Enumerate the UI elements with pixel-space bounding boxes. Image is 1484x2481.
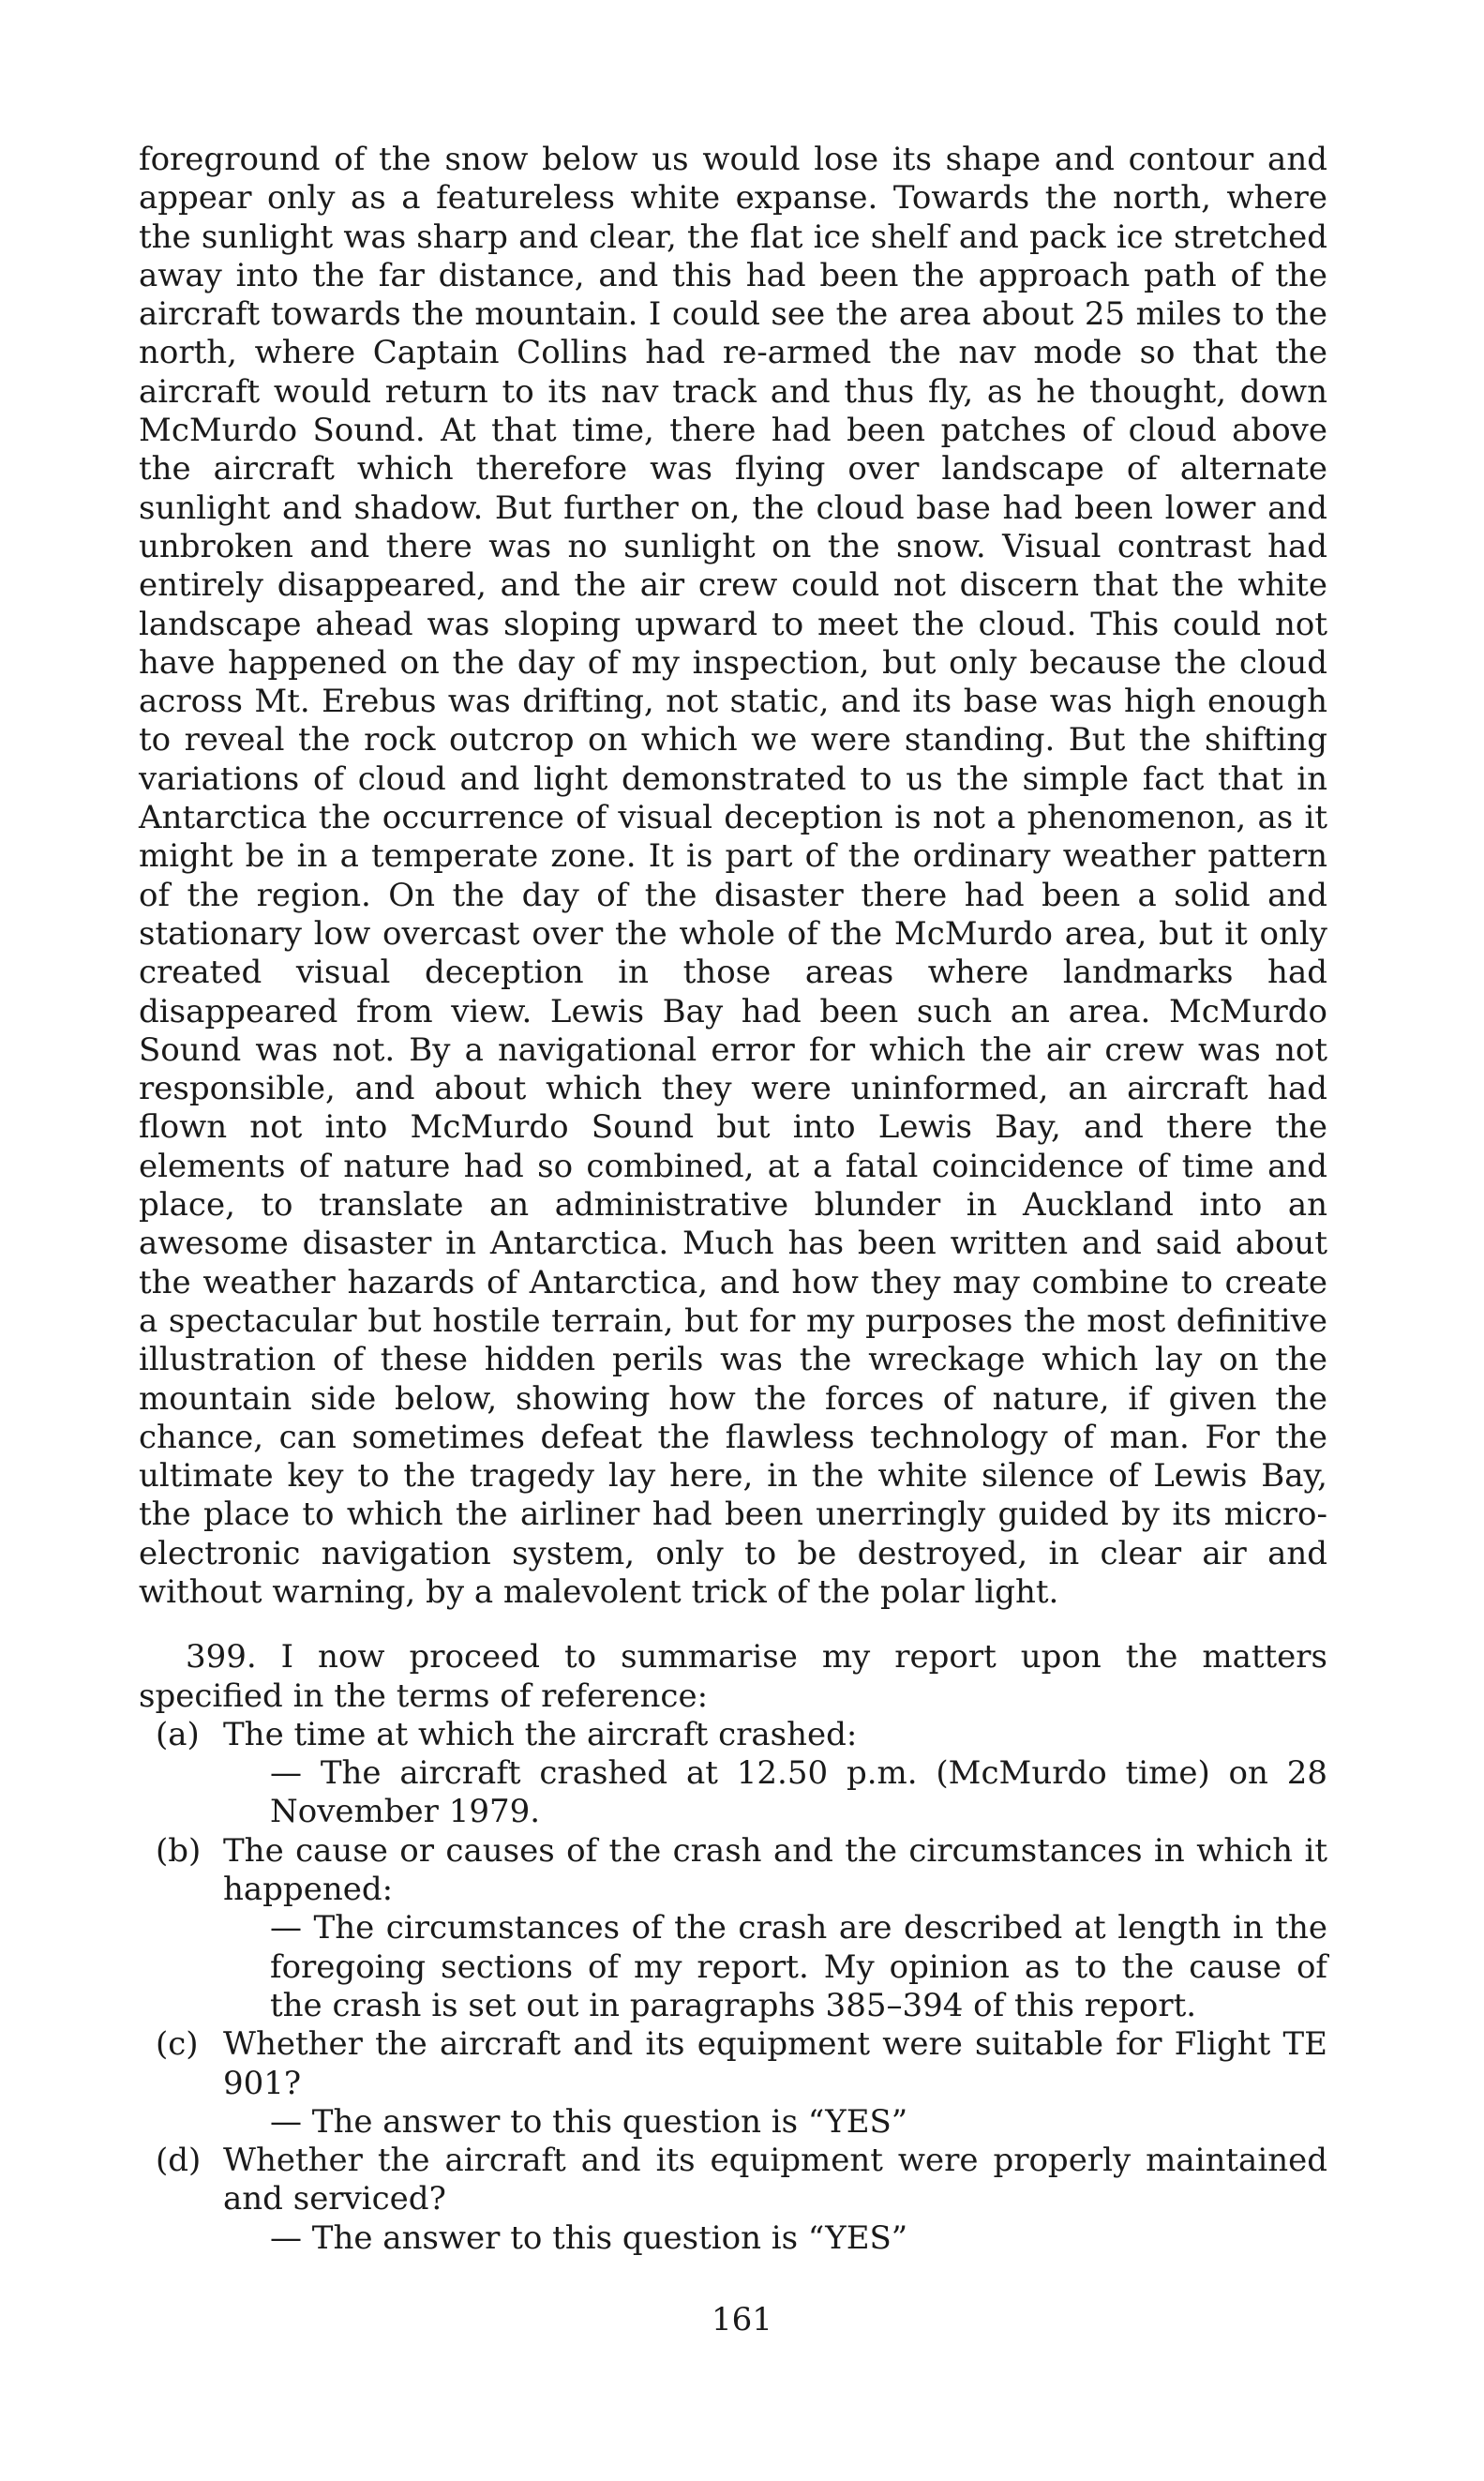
item-label: (c) (156, 2025, 199, 2064)
item-question: The time at which the aircraft crashed: (223, 1715, 858, 1753)
item-question: Whether the aircraft and its equipment were properly maintained and serviced? (223, 2142, 1327, 2218)
terms-item-b (139, 1832, 1327, 2025)
page-number: 161 (712, 2301, 772, 2338)
paragraph-399-intro: 399. I now proceed to summarise my report upon the matters specified in the terms of reference: (139, 1638, 1327, 1715)
item-question: The cause or causes of the crash and the circumstances in which it happened: (223, 1831, 1327, 1909)
report-page (139, 141, 1327, 2258)
item-label: (d) (156, 2142, 202, 2180)
item-body (223, 1832, 1327, 2025)
item-answer: — The circumstances of the crash are described at length in the foregoing sections of my report. My opinion as to the cause of the crash is set out in paragraphs 385–394 of this report. (270, 1909, 1327, 2024)
terms-item-c (139, 2025, 1327, 2142)
item-body (223, 1716, 1327, 1832)
item-answer: — The aircraft crashed at 12.50 p.m. (McMurdo time) on 28 November 1979. (270, 1754, 1327, 1831)
item-answer: — The answer to this question is “YES” (270, 2102, 908, 2141)
terms-item-d (139, 2142, 1327, 2258)
item-question: Whether the aircraft and its equipment were suitable for Flight TE 901? (223, 2025, 1327, 2102)
item-answer: — The answer to this question is “YES” (270, 2218, 908, 2257)
item-label: (b) (156, 1831, 202, 1870)
item-label: (a) (156, 1715, 200, 1753)
item-body (223, 2025, 1327, 2142)
terms-item-a (139, 1716, 1327, 1832)
paragraph-398-continuation: foreground of the snow below us would lose its shape and contour and appear only as a featureless white expanse. Towards the north, where the sunlight was sharp and clear, the flat ice shelf and pack ice stretched away into the far distance, and this had been the approach path of the aircraft towards the mountain. I could see the area about 25 miles to the north, where Captain Collins had re-armed the nav mode so that the aircraft would return to its nav track and thus fly, as he thought, down McMurdo Sound. At that time, there had been patches of cloud above the aircraft which therefore was flying over landscape of alternate sunlight and shadow. But further on, the cloud base had been lower and unbroken and there was no sunlight on the snow. Visual contrast had entirely disappeared, and the air crew could not discern that the white landscape ahead was sloping upward to meet the cloud. This could not have happened on the day of my inspection, but only because the cloud across Mt. Erebus was drifting, not static, and its base was high enough to reveal the rock outcrop on which we were standing. But the shifting variations of cloud and light demonstrated to us the simple fact that in Antarctica the occurrence of visual deception is not a phenomenon, as it might be in a temperate zone. It is part of the ordinary weather pattern of the region. On the day of the disaster there had been a solid and stationary low overcast over the whole of the McMurdo area, but it only created visual deception in those areas where landmarks had disappeared from view. Lewis Bay had been such an area. McMurdo Sound was not. By a navigational error for which the air crew was not responsible, and about which they were uninformed, an aircraft had flown not into McMurdo Sound but into Lewis Bay, and there the elements of nature had so combined, at a fatal coincidence of time and place, to translate an administrative blunder in Auckland into an awesome disaster in Antarctica. Much has been written and said about the weather hazards of Antarctica, and how they may combine to create a spectacular but hostile terrain, but for my purposes the most definitive illustration of these hidden perils was the wreckage which lay on the mountain side below, showing how the forces of nature, if given the chance, can sometimes defeat the flawless technology of man. For the ultimate key to the tragedy lay here, in the white silence of Lewis Bay, the place to which the airliner had been unerringly guided by its micro-electronic navigation system, only to be destroyed, in clear air and without warning, by a malevolent trick of the polar light. (139, 141, 1327, 1611)
item-body (223, 2142, 1327, 2258)
